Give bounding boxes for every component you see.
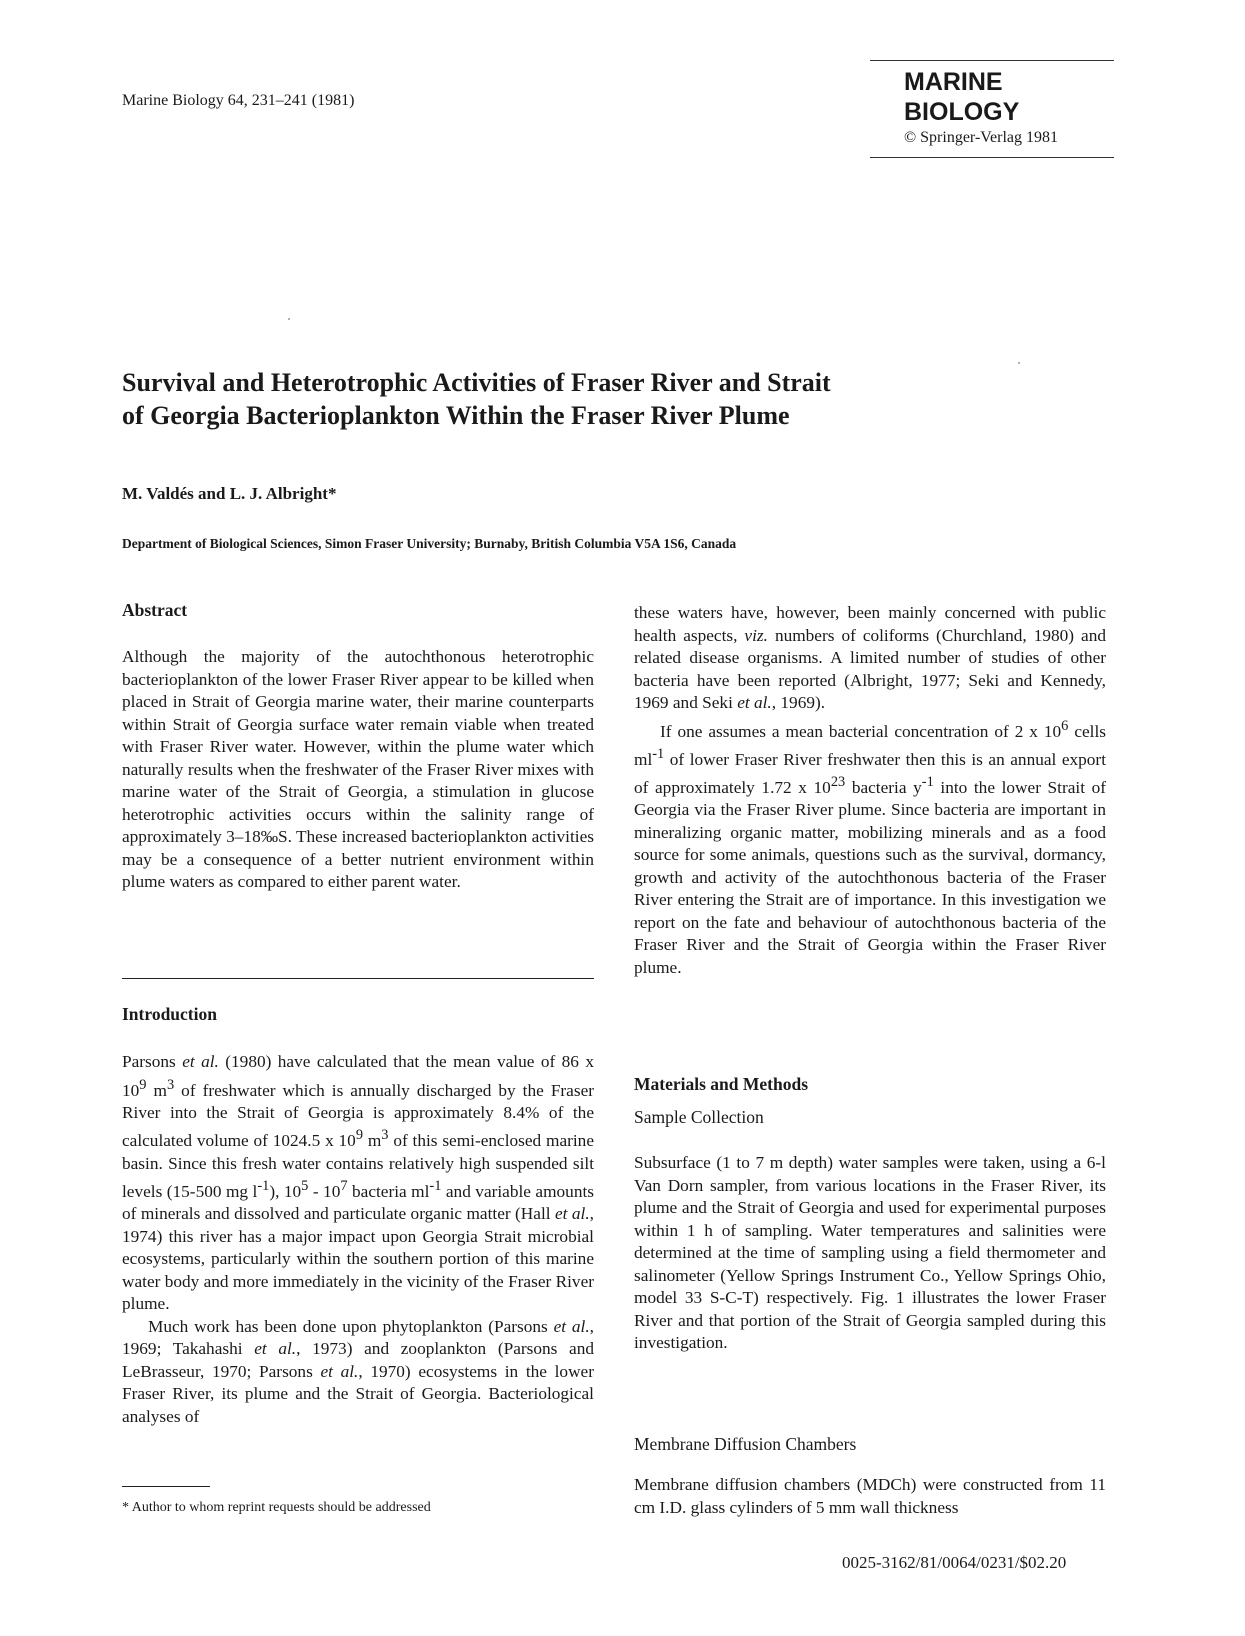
membrane-chambers-text <box>634 1474 1106 1519</box>
article-title <box>122 366 1022 432</box>
scan-speck <box>288 318 290 320</box>
introduction-heading: Introduction <box>122 1004 217 1024</box>
journal-brand-block <box>870 60 1114 158</box>
sample-collection-subheading: Sample Collection <box>634 1107 764 1127</box>
title-line-2: of Georgia Bacterioplankton Within the Fraser River Plume <box>122 401 790 430</box>
intro-paragraph-4: If one assumes a mean bacterial concentration of 2 x $10^6$ cells $ml^{-1}$ of lower Fraser River freshwater then this is an annual export of approximately 1.72 x $10^{23}$ bacteria $y^{-1}$ into the lower Strait of Georgia via the Fraser River plume. Since bacteria are important in mineralizing organic matter, mobilizing minerals and as a food source for some animals, questions such as the survival, dormancy, growth and activity of the autochthonous bacteria of the Fraser River entering the Strait are of importance. In this investigation we report on the fate and behaviour of autochthonous bacteria of the Fraser River and the Strait of Georgia within the Fraser River plume. <box>634 717 1107 977</box>
introduction-left-text <box>122 1051 594 1428</box>
introduction-right-text <box>634 602 1106 979</box>
journal-brand: MARINE BIOLOGY <box>904 68 1020 126</box>
title-line-1: Survival and Heterotrophic Activities of Fraser River and Strait <box>122 368 831 397</box>
abstract-paragraph: Although the majority of the autochthonous heterotrophic bacterioplankton of the lower Fraser River appear to be killed when placed in Strait of Georgia marine water, their marine counterparts within Strait of Georgia surface water remain viable when treated with Fraser River water. However, within the plume water which naturally results when the freshwater of the Fraser River mixes with marine water of the Strait of Georgia, a stimulation in glucose heterotrophic activities occurs within the salinity range of approximately 3–18‰S. These increased bacterioplankton activities may be a consequence of a better nutrient environment within plume waters as compared to either parent water. <box>122 647 594 891</box>
intro-paragraph-3: these waters have, however, been mainly concerned with public health aspects, viz. numbers of coliforms (Churchland, 1980) and related disease organisms. A limited number of studies of other bacteria have been reported (Albright, 1977; Seki and Kennedy, 1969 and Seki et al., 1969). <box>634 603 1106 712</box>
journal-reference: Marine Biology 64, 231–241 (1981) <box>122 92 355 109</box>
abstract-text <box>122 646 594 894</box>
abstract-divider <box>122 978 594 979</box>
scan-speck <box>1018 362 1020 364</box>
methods-heading: Materials and Methods <box>634 1074 809 1094</box>
abstract-heading: Abstract <box>122 600 188 620</box>
copyright: © Springer-Verlag 1981 <box>904 129 1059 146</box>
brand-rule-top <box>870 60 1114 61</box>
footnote: * Author to whom reprint requests should be addressed <box>122 1500 431 1515</box>
footnote-divider <box>122 1486 210 1487</box>
membrane-chambers-paragraph: Membrane diffusion chambers (MDCh) were constructed from 11 cm I.D. glass cylinders of 5 mm wall thickness <box>634 1475 1106 1517</box>
membrane-chambers-subheading: Membrane Diffusion Chambers <box>634 1434 857 1454</box>
article-code: 0025-3162/81/0064/0231/$02.20 <box>842 1553 1067 1572</box>
sample-collection-text <box>634 1152 1106 1355</box>
sample-collection-paragraph: Subsurface (1 to 7 m depth) water samples were taken, using a 6-l Van Dorn sampler, from various locations in the Fraser River, its plume and the Strait of Georgia and used for experimental purposes within 1 h of sampling. Water temperatures and salinities were determined at the time of sampling using a field thermometer and salinometer (Yellow Springs Instrument Co., Yellow Springs Ohio, model 33 S-C-T) respectively. Fig. 1 illustrates the lower Fraser River and that portion of the Strait of Georgia sampled during this investigation. <box>634 1153 1106 1352</box>
affiliation: Department of Biological Sciences, Simon Fraser University; Burnaby, British Columbia V5A 1S6, Canada <box>122 536 737 551</box>
intro-paragraph-1: Parsons et al. (1980) have calculated that the mean value of 86 x $10^9$ $m^3$ of freshwater which is annually discharged by the Fraser River into the Strait of Georgia is approximately 8.4% of the calculated volume of 1024.5 x $10^9$ $m^3$ of this semi-enclosed marine basin. Since this fresh water contains relatively high suspended silt levels (15-500 mg $l^{-1}$), $10^5 - 10^7$ bacteria $ml^{-1}$ and variable amounts of minerals and dissolved and particulate organic matter (Hall et al., 1974) this river has a major impact upon Georgia Strait microbial ecosystems, particularly within the southern portion of this marine water body and more immediately in the vicinity of the Fraser River plume. <box>122 1052 595 1314</box>
authors: M. Valdés and L. J. Albright* <box>122 484 337 503</box>
brand-rule-bottom <box>870 157 1114 158</box>
intro-paragraph-2: Much work has been done upon phytoplankton (Parsons et al., 1969; Takahashi et al., 1973) and zooplankton (Parsons and LeBrasseur, 1970; Parsons et al., 1970) ecosystems in the lower Fraser River, its plume and the Strait of Georgia. Bacteriological analyses of <box>122 1316 595 1426</box>
